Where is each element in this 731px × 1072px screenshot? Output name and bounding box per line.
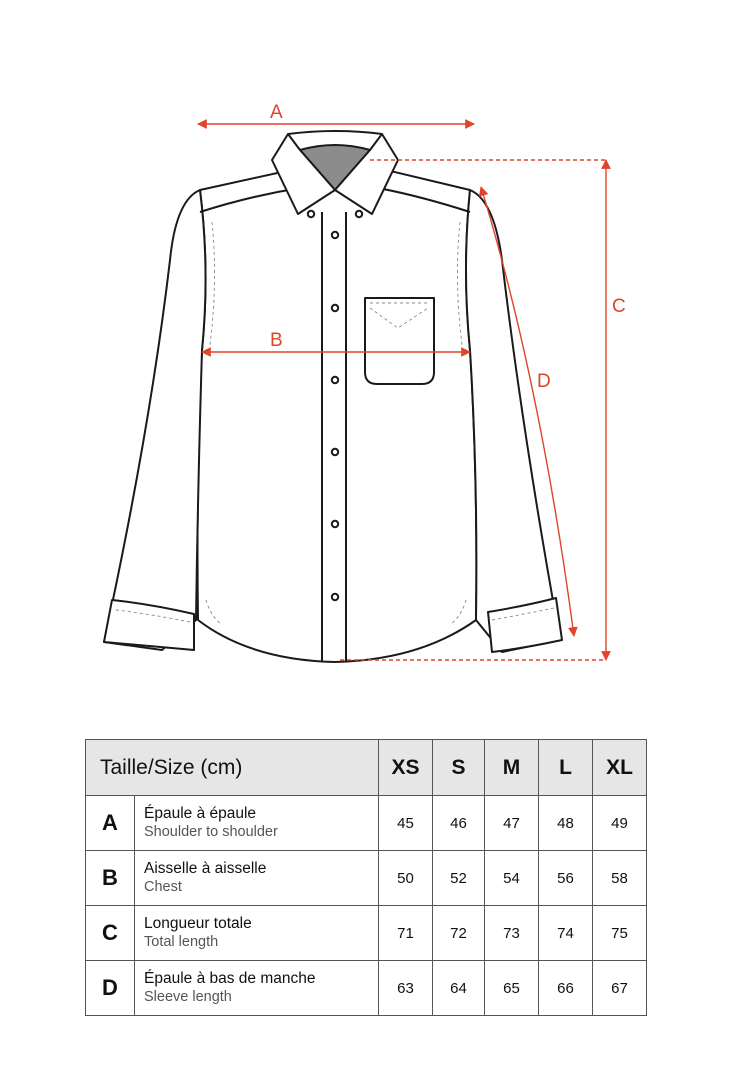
size-value: 63 [379,961,433,1016]
description-english: Shoulder to shoulder [144,824,278,840]
size-header-xl: XL [593,740,647,796]
label-c: C [612,296,626,317]
label-b: B [270,330,283,351]
size-header-s: S [433,740,485,796]
row-letter: B [86,851,135,906]
size-value: 46 [433,796,485,851]
description-french: Aisselle à aisselle [144,860,267,877]
label-a: A [270,102,283,123]
row-letter: C [86,906,135,961]
row-description [135,796,379,851]
label-d: D [537,371,551,392]
size-value: 73 [485,906,539,961]
size-value: 52 [433,851,485,906]
placket-button [332,521,338,527]
row-letter: D [86,961,135,1016]
size-value: 50 [379,851,433,906]
size-header-m: M [485,740,539,796]
table-row [86,961,647,1016]
size-value: 45 [379,796,433,851]
description-english: Total length [144,934,219,950]
table-row [86,796,647,851]
size-value: 74 [539,906,593,961]
placket-button [332,305,338,311]
collar-button-right [356,211,362,217]
placket-button [332,232,338,238]
description-english: Chest [144,879,182,895]
size-table [85,739,647,1016]
description-french: Longueur totale [144,915,252,932]
description-french: Épaule à bas de manche [144,970,316,987]
size-value: 66 [539,961,593,1016]
description-english: Sleeve length [144,989,232,1005]
size-header-xs: XS [379,740,433,796]
row-description [135,851,379,906]
size-value: 72 [433,906,485,961]
collar-band [288,131,382,134]
placket-button [332,377,338,383]
size-value: 58 [593,851,647,906]
size-value: 64 [433,961,485,1016]
placket-button [332,449,338,455]
collar-button-left [308,211,314,217]
size-value: 49 [593,796,647,851]
left-sleeve [104,190,206,650]
size-value: 56 [539,851,593,906]
size-value: 47 [485,796,539,851]
size-value: 48 [539,796,593,851]
shirt-body [198,168,477,662]
row-description [135,906,379,961]
row-letter: A [86,796,135,851]
size-value: 54 [485,851,539,906]
size-value: 71 [379,906,433,961]
placket-button [332,594,338,600]
right-sleeve [466,190,560,652]
table-header-row [86,740,647,796]
chest-pocket [365,298,434,384]
table-title: Taille/Size (cm) [86,740,379,796]
size-value: 65 [485,961,539,1016]
size-value: 67 [593,961,647,1016]
table-row [86,851,647,906]
size-header-l: L [539,740,593,796]
description-french: Épaule à épaule [144,805,257,822]
table-row [86,906,647,961]
row-description [135,961,379,1016]
shirt-outline [104,131,562,662]
size-value: 75 [593,906,647,961]
